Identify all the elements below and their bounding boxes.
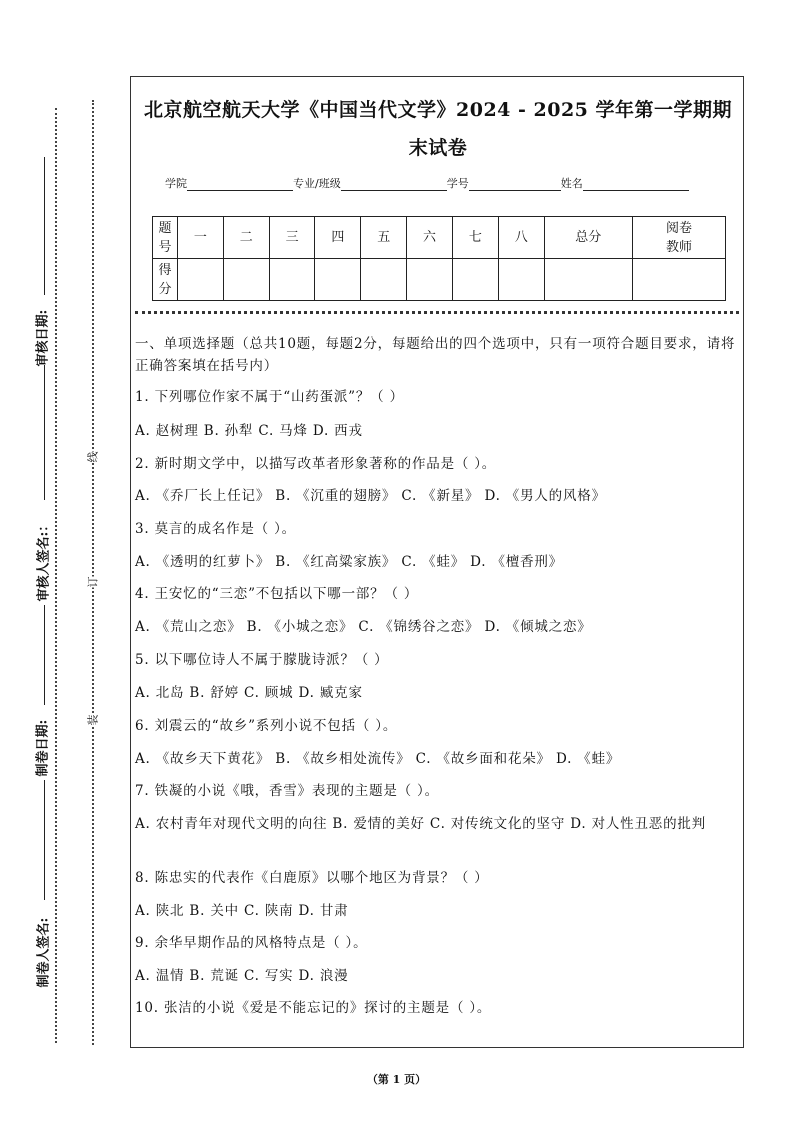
student-info-row [165, 175, 689, 191]
score-header-cell: 六 [407, 217, 453, 259]
question-options: A. 《透明的红萝卜》 B. 《红高粱家族》 C. 《蛙》 D. 《檀香刑》 [135, 554, 563, 570]
score-value-row [153, 259, 726, 301]
student-id-label: 学号 [446, 177, 469, 190]
question-text: 2. 新时期文学中，以描写改革者形象著称的作品是（ ）。 [135, 456, 497, 472]
binding-dotted-line-inner [92, 100, 94, 1045]
question-options: A. 《故乡天下黄花》 B. 《故乡相处流传》 C. 《故乡面和花朵》 D. 《蛙》 [135, 751, 621, 767]
question-options: A. 北岛 B. 舒婷 C. 顾城 D. 臧克家 [135, 685, 363, 701]
review-date-underline [44, 157, 45, 295]
question-text: 5. 以下哪位诗人不属于朦胧诗派？（ ） [135, 652, 389, 668]
score-header-cell: 总分 [544, 217, 632, 259]
score-cell[interactable] [315, 259, 361, 301]
maker-sign-label: 制卷人签名: [36, 917, 52, 988]
score-header-cell: 四 [315, 217, 361, 259]
score-cell[interactable] [452, 259, 498, 301]
score-cell[interactable] [269, 259, 315, 301]
score-row-label: 得 分 [153, 259, 178, 301]
score-cell[interactable] [633, 259, 726, 301]
name-field[interactable] [583, 177, 689, 191]
score-header-cell: 八 [498, 217, 544, 259]
name-label: 姓名 [560, 177, 583, 190]
question-options: A. 温情 B. 荒诞 C. 写实 D. 浪漫 [135, 968, 349, 984]
binding-ding-char: 订 [86, 576, 100, 588]
score-cell[interactable] [223, 259, 269, 301]
binding-line-char: 线 [86, 451, 100, 463]
score-header-row [153, 217, 726, 259]
question-options: A. 农村青年对现代文明的向往 B. 爱情的美好 C. 对传统文化的坚守 D. 对人性丑恶的批判 [135, 816, 706, 832]
reviewer-sign-label: 审核人签名:： [36, 518, 52, 602]
student-id-field[interactable] [469, 177, 561, 191]
section1-heading: 一、单项选择题（总共10题，每题2分，每题给出的四个选项中，只有一项符合题目要求，请将正确答案填在括号内） [135, 336, 736, 374]
exam-title-line1: 北京航空航天大学《中国当代文学》2024 - 2025 学年第一学期期 [144, 99, 732, 121]
score-header-cell: 三 [269, 217, 315, 259]
score-header-cell: 七 [452, 217, 498, 259]
exam-frame [130, 76, 744, 1048]
reviewer-sign-underline [44, 365, 45, 500]
score-cell[interactable] [407, 259, 453, 301]
binding-zhuang-char: 装 [86, 714, 100, 726]
score-header-cell: 阅卷 教师 [633, 217, 726, 259]
major-label: 专业/班级 [293, 177, 341, 190]
score-header-cell: 二 [223, 217, 269, 259]
question-options: A. 陕北 B. 关中 C. 陕南 D. 甘肃 [135, 903, 349, 919]
question-text: 3. 莫言的成名作是（ ）。 [135, 521, 296, 537]
question-text: 9. 余华早期作品的风格特点是（ ）。 [135, 935, 368, 951]
question-text: 1. 下列哪位作家不属于“山药蛋派”？（ ） [135, 389, 404, 405]
score-cell[interactable] [361, 259, 407, 301]
make-date-label: 制卷日期: [35, 719, 51, 777]
score-table [152, 216, 726, 301]
question-options: A. 赵树理 B. 孙犁 C. 马烽 D. 西戎 [135, 423, 363, 439]
question-text: 6. 刘震云的“故乡”系列小说不包括（ ）。 [135, 718, 398, 734]
question-text: 8. 陈忠实的代表作《白鹿原》以哪个地区为背景？（ ） [135, 870, 489, 886]
question-options: A. 《荒山之恋》 B. 《小城之恋》 C. 《锦绣谷之恋》 D. 《倾城之恋》 [135, 619, 592, 635]
college-field[interactable] [187, 177, 293, 191]
review-date-label: 审核日期: [35, 309, 51, 367]
maker-sign-underline [44, 780, 45, 900]
question-text: 4. 王安忆的“三恋”不包括以下哪一部？（ ） [135, 586, 419, 602]
page-number: （第 1 页） [366, 1073, 427, 1086]
score-header-cell: 一 [178, 217, 224, 259]
score-cell[interactable] [178, 259, 224, 301]
question-text: 7. 铁凝的小说《哦，香雪》表现的主题是（ ）。 [135, 783, 439, 799]
score-cell[interactable] [544, 259, 632, 301]
score-header-cell: 五 [361, 217, 407, 259]
college-label: 学院 [165, 177, 187, 190]
major-field[interactable] [341, 177, 447, 191]
score-cell[interactable] [498, 259, 544, 301]
question-text: 10. 张洁的小说《爱是不能忘记的》探讨的主题是（ ）。 [135, 1000, 492, 1016]
dotted-separator [135, 311, 739, 314]
score-header-cell: 题 号 [153, 217, 178, 259]
question-options: A. 《乔厂长上任记》 B. 《沉重的翅膀》 C. 《新星》 D. 《男人的风格》 [135, 488, 606, 504]
make-date-underline [44, 605, 45, 705]
binding-dotted-line-outer [55, 108, 57, 1043]
exam-title-line2: 末试卷 [408, 137, 468, 159]
